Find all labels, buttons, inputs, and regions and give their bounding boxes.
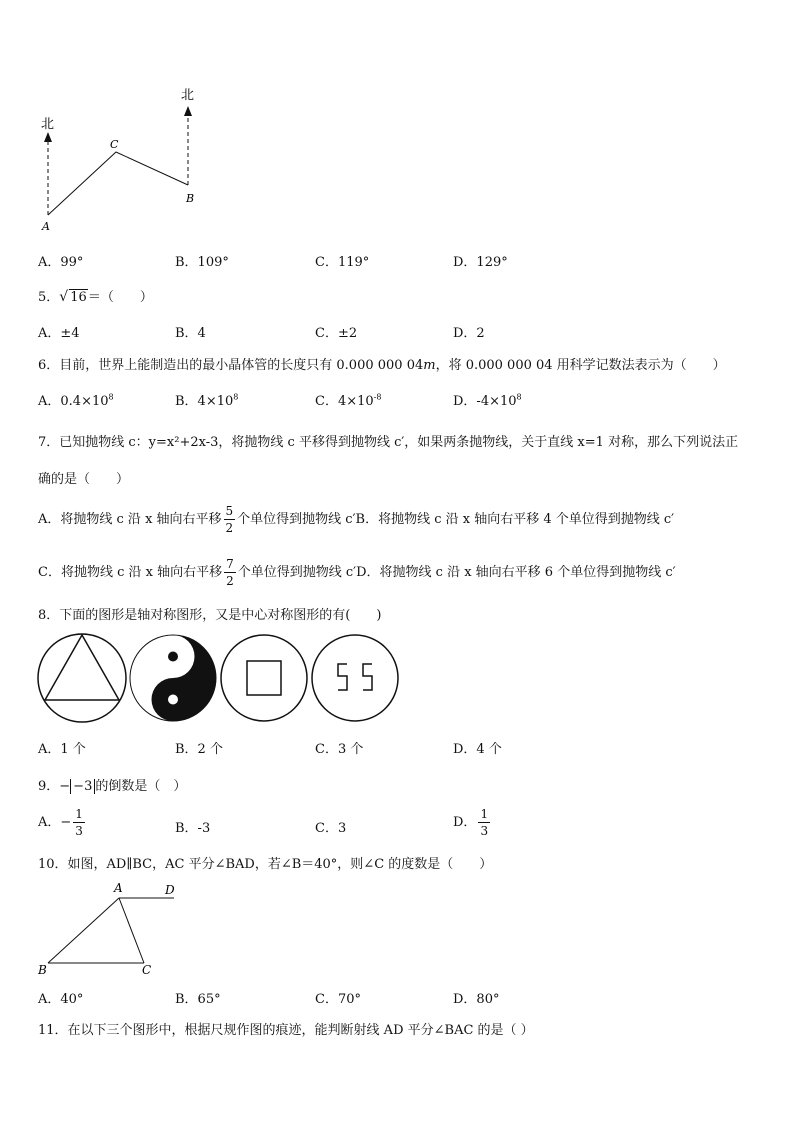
q9-option-a[interactable]: A．− $\frac{1}{3}$	[38, 807, 83, 838]
q10-label-c: C	[142, 963, 152, 977]
q8-stem: 8．下面的图形是轴对称图形，又是中心对称图形的有( )	[38, 608, 382, 623]
q8-option-a[interactable]: A．1 个	[38, 742, 86, 757]
q8-square-in-circle-figure	[221, 635, 307, 721]
q4-label-b: B	[186, 192, 195, 205]
q10-option-d[interactable]: D．80°	[453, 992, 500, 1007]
q4-north-label-b: 北	[181, 88, 195, 103]
q4-path-acb	[48, 152, 188, 215]
q4-option-c[interactable]: C．119°	[315, 255, 370, 270]
q4-label-c: C	[110, 138, 119, 151]
q8-option-c[interactable]: C．3 个	[315, 742, 364, 757]
q6-option-b[interactable]: B．$4\times 10^8$	[175, 392, 239, 409]
q4-label-a: A	[42, 220, 50, 233]
q5-option-d[interactable]: D．2	[453, 326, 485, 341]
q5-number: 5．	[38, 290, 60, 305]
q4-north-label-a: 北	[41, 117, 55, 132]
q5-stem	[38, 286, 153, 305]
q5-sqrt: √ 16	[59, 289, 87, 305]
q9-option-d[interactable]: D． $\frac{1}{3}$	[453, 807, 489, 838]
q8-triangle-in-circle-figure	[38, 634, 126, 722]
q8-yinyang-figure	[130, 635, 216, 721]
q7-frac-a: $\frac{5}{2}$	[225, 504, 234, 535]
q4-option-b[interactable]: B．109°	[175, 255, 229, 270]
q6-option-d[interactable]: D．$-4\times 10^8$	[453, 392, 522, 409]
q9-abs-value: −3	[70, 779, 95, 794]
q8-pattern-in-circle-figure	[312, 635, 398, 721]
q4-option-d[interactable]: D．129°	[453, 255, 508, 270]
q10-label-d: D	[165, 883, 175, 897]
q10-option-a[interactable]: A．40°	[38, 992, 84, 1007]
q11-stem: 11．在以下三个图形中，根据尺规作图的痕迹，能判断射线 AD 平分∠BAC 的是（ ）	[38, 1023, 534, 1038]
q9-stem: 9．− −3 的倒数是（ ）	[38, 779, 187, 794]
q6-option-c[interactable]: C．$4\times 10^{-8}$	[315, 392, 382, 409]
q6-option-a[interactable]: A．$0.4\times 10^8$	[38, 392, 114, 409]
q10-figure	[34, 878, 184, 978]
q9-option-b[interactable]: B．-3	[175, 821, 211, 836]
q5-option-c[interactable]: C．±2	[315, 326, 358, 341]
q4-figure	[30, 80, 210, 235]
q8-figures	[36, 632, 406, 724]
q10-option-c[interactable]: C．70°	[315, 992, 361, 1007]
q7-options-cd[interactable]: C．将抛物线 c 沿 x 轴向右平移 $\frac{7}{2}$ 个单位得到抛物线 c′D．将抛物线 c 沿 x 轴向右平移 6 个单位得到抛物线 c′	[38, 557, 676, 588]
q7-stem-line2: 确的是（ ）	[38, 472, 130, 487]
q10-label-a: A	[114, 881, 123, 895]
q4-option-a[interactable]: A．99°	[38, 255, 84, 270]
q5-option-a[interactable]: A．±4	[38, 326, 80, 341]
q8-option-d[interactable]: D．4 个	[453, 742, 502, 757]
q6-stem: 6．目前，世界上能制造出的最小晶体管的长度只有 0.000 000 04m，将 0.000 000 04 用科学记数法表示为（ ）	[38, 358, 726, 373]
q7-options-ab[interactable]: A．将抛物线 c 沿 x 轴向右平移 $\frac{5}{2}$ 个单位得到抛物线 c′B．将抛物线 c 沿 x 轴向右平移 4 个单位得到抛物线 c′	[38, 504, 675, 535]
q8-option-b[interactable]: B．2 个	[175, 742, 223, 757]
q10-label-b: B	[38, 963, 47, 977]
q7-frac-c: $\frac{7}{2}$	[226, 557, 234, 588]
q7-stem-line1: 7．已知抛物线 c：y=x²+2x-3，将抛物线 c 平移得到抛物线 c′，如果两条抛物线，关于直线 x=1 对称，那么下列说法正	[38, 435, 739, 450]
q9-option-c[interactable]: C．3	[315, 821, 347, 836]
q10-stem: 10．如图，AD∥BC，AC 平分∠BAD，若∠B＝40°，则∠C 的度数是（ ）	[38, 857, 493, 872]
q5-tail: ＝（ ）	[87, 290, 153, 305]
q10-option-b[interactable]: B．65°	[175, 992, 221, 1007]
q5-option-b[interactable]: B．4	[175, 326, 206, 341]
